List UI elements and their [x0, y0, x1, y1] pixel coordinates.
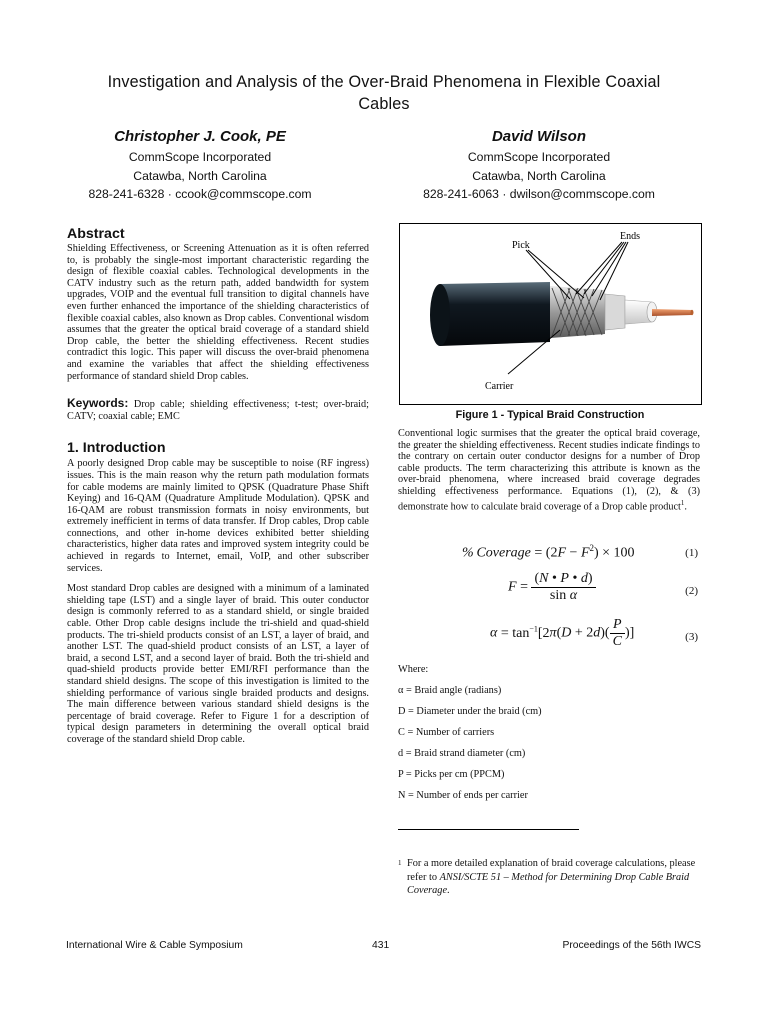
definition-D: D = Diameter under the braid (cm) — [398, 706, 542, 717]
definition-alpha: α = Braid angle (radians) — [398, 685, 502, 696]
author-location: Catawba, North Carolina — [133, 168, 267, 183]
coax-cable-illustration — [400, 224, 701, 404]
footnote: $^1$ For a more detailed explanation of braid coverage calculations, please refer to ANSI/SCTE 51 – Method for Determining Drop Cable Braid Coverage. — [398, 858, 696, 896]
definition-N: N = Number of ends per carrier — [398, 790, 528, 801]
label-ends: Ends — [620, 231, 640, 242]
author-contact: 828-241-6063 · dwilson@commscope.com — [423, 187, 655, 201]
footer-right: Proceedings of the 56th IWCS — [562, 940, 701, 951]
definition-C: C = Number of carriers — [398, 727, 495, 738]
jacket-end — [430, 284, 450, 346]
author-affiliation: CommScope Incorporated — [128, 150, 272, 164]
author-affiliation: CommScope Incorporated — [467, 150, 611, 164]
left-column — [67, 226, 369, 746]
equation-2-number: (2) — [685, 585, 698, 597]
equation-3-formula: $\alpha = \tan^{-1}[2\pi(D + 2d)$( $\frac{P}{C}$ )] — [490, 617, 635, 649]
author-location: Catawba, North Carolina — [472, 168, 606, 183]
figure-braid-construction — [399, 223, 702, 405]
keywords-text: Drop cable; shielding effectiveness; t-test; over-braid; CATV; coaxial cable; EMC — [67, 399, 369, 422]
label-carrier: Carrier — [485, 381, 514, 392]
shielding-tape — [605, 294, 625, 330]
equation-3-number: (3) — [685, 631, 698, 643]
definition-d: d = Braid strand diameter (cm) — [398, 748, 526, 759]
footer-left: International Wire & Cable Symposium — [66, 940, 243, 951]
equation-1 — [398, 541, 700, 571]
right-column — [398, 428, 700, 513]
abstract-heading: Abstract — [67, 226, 125, 242]
center-conductor — [652, 309, 692, 316]
author-block-2 — [374, 128, 704, 204]
intro-paragraph-2: Most standard Drop cables are designed with a minimum of a laminated shielding tape (LST) and a single layer of braid. This outer conductor design is commonly referred to as a standard shield, or single braided cable. Other Drop cable designs include the tri-shield and quad-shield products. The tri-shield products consist of an LST, a layer of braid, and another LST. The quad-shield product consists of an LST, a layer of braid, a second LST, and a second layer of braid. Both the tri-shield and quad-shield products provide better EMI/RFI performance than the standard shield designs. The scope of this investigation is limited to the shielding performance of various single braided products and designs. The main difference between various standard shield designs is the percentage of braid coverage. Refer to Figure 1 for a description of typical design parameters in determining the overall optical braid coverage of the standard shield Drop cable. — [67, 583, 369, 745]
where-label: Where: — [398, 664, 429, 675]
definition-P: P = Picks per cm (PPCM) — [398, 769, 505, 780]
cable-jacket — [435, 282, 550, 346]
paper-title — [50, 71, 718, 115]
footnote-mark: 1 — [398, 859, 402, 867]
page-number: 431 — [372, 940, 390, 951]
abstract-text: Shielding Effectiveness, or Screening Attenuation as it is often referred to, is probably the single-most important characteristic regarding the design of flexible coaxial cables. Technological developments in the CATV industry such as the return path, added bandwidth for system upgrades, VOIP and the eventual full transition to digital channels have even further enhanced the importance of the shielding characteristics of flexible coaxial cables, also known as Drop cables. Conventional wisdom assumes that the greater the optical braid coverage of a standard shield Drop cable, the better the shielding effectiveness. Recent studies contradict this logic. This paper will discuss the over-braid phenomena and examine the variables that affect the shielding effectiveness performance of standard shield Drop cables. — [67, 243, 370, 382]
footnote-ref: 1 — [680, 498, 685, 507]
equation-1-number: (1) — [685, 547, 698, 559]
intro-heading: 1. Introduction — [67, 440, 166, 457]
keywords-label: Keywords: — [67, 396, 129, 411]
label-pick: Pick — [512, 240, 530, 251]
author-block-1 — [35, 128, 365, 204]
equation-3 — [398, 617, 700, 657]
equation-2-formula: F = $\frac{(N • P • d)}{\text{sin α}}$ — [508, 571, 596, 604]
author-name: Christopher J. Cook, PE — [114, 128, 286, 145]
footnote-reference-title: ANSI/SCTE 51 – Method for Determining Drop Cable Braid Coverage — [407, 871, 690, 896]
equation-2 — [398, 571, 700, 611]
equation-1-formula: % Coverage = $(2F - F^2) \times 100$ — [462, 543, 635, 561]
title-line-1: Investigation and Analysis of the Over-Braid Phenomena in Flexible Coaxial — [107, 73, 661, 91]
right-paragraph-1: Conventional logic surmises that the greater the optical braid coverage, the greater the shielding effectiveness. Recent studies indicate findings to the contrary on certain outer conductor designs for a number of Drop cable products. The term characterizing this attribute is known as the over-braid phenomena, where increased braid coverage degrades shielding effectiveness performance. Equations (1), (2), & (3) demonstrate how to calculate braid coverage of a Drop cable product$^1$. — [398, 428, 700, 512]
author-name: David Wilson — [491, 128, 587, 145]
figure-caption: Figure 1 - Typical Braid Construction — [455, 409, 645, 421]
footnote-divider — [398, 829, 579, 830]
keywords — [67, 398, 369, 422]
title-line-2: Cables — [358, 95, 410, 113]
author-contact: 828-241-6328 · ccook@commscope.com — [88, 187, 312, 201]
intro-paragraph-1: A poorly designed Drop cable may be susceptible to noise (RF ingress) issues. This is the main reason why the return path modulation formats for cable modems are mainly limited to QPSK (Quadrature Phase Shift Keying) and 16-QAM (Quadrature Amplitude Modulation). QPSK and 16-QAM are robust transmission formats in noisy environments, but extremely inefficient in terms of data transfer. If Drop cables, Drop cable connections, and other in-home devices exhibited better shielding characteristics, higher data rates and improved system integrity could be achieved in regards to Internet, email, VoIP, and other subscriber services. — [67, 458, 369, 574]
